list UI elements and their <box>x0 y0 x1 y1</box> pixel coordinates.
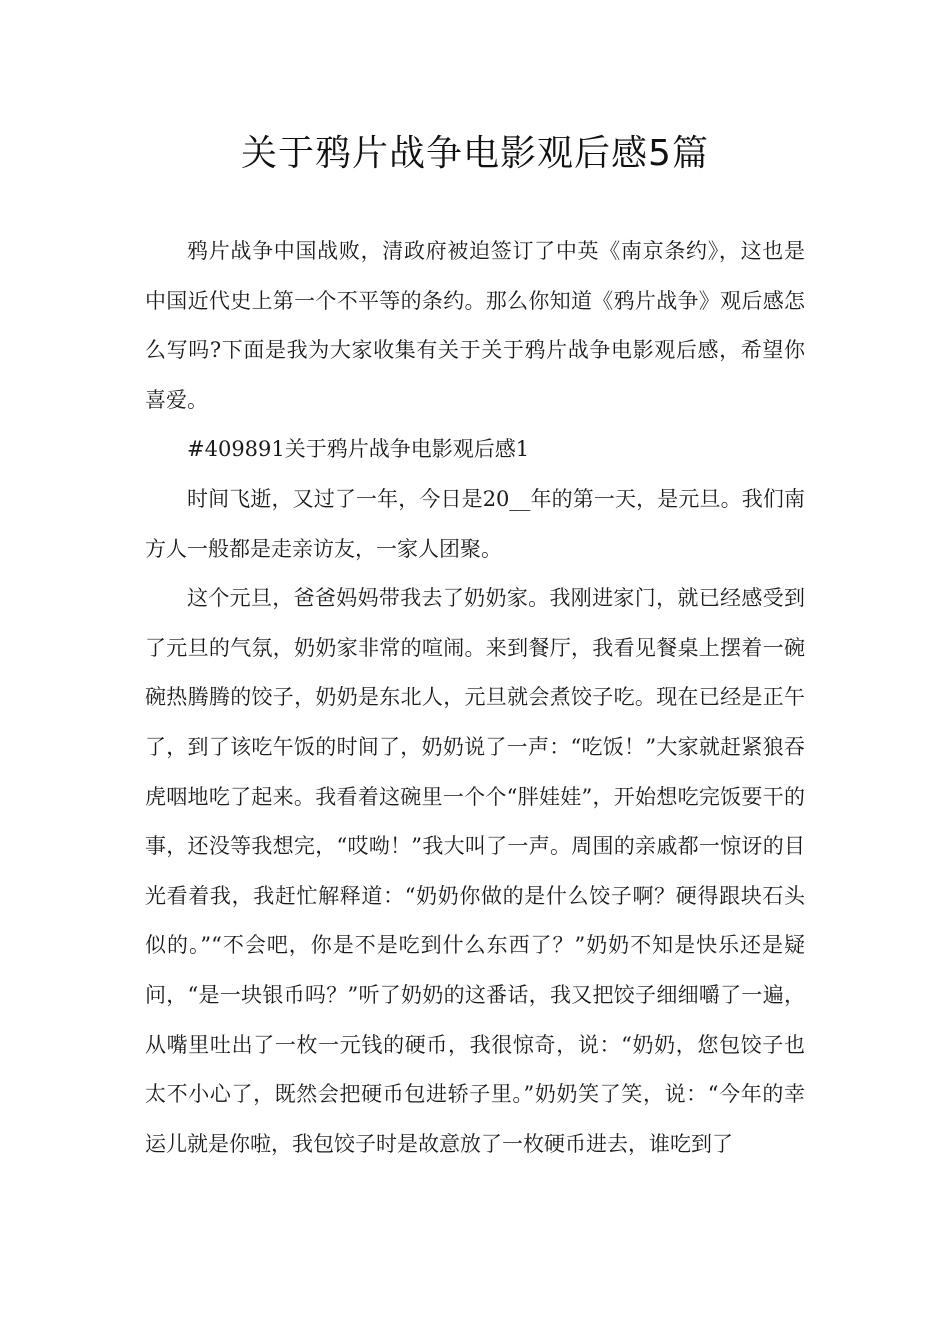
section-heading: #409891关于鸦片战争电影观后感1 <box>187 437 530 462</box>
paragraph: 这个元旦，爸爸妈妈带我去了奶奶家。我刚进家门，就已经感受到了元旦的气氛，奶奶家非常的喧闹。来到餐厅，我看见餐桌上摆着一碗碗热腾腾的饺子，奶奶是东北人，元旦就会煮饺子吃。现在已经是正午了，到了该吃午饭的时间了，奶奶说了一声：“吃饭！”大家就赶紧狼吞虎咽地吃了起来。我看着这碗里一个个“胖娃娃”，开始想吃完饭要干的事，还没等我想完，“哎呦！”我大叫了一声。周围的亲戚都一惊讶的目光看着我，我赶忙解释道：“奶奶你做的是什么饺子啊？硬得跟块石头似的。”“不会吧，你是不是吃到什么东西了？”奶奶不知是快乐还是疑问，“是一块银币吗？”听了奶奶的这番话，我又把饺子细细嚼了一遍，从嘴里吐出了一枚一元钱的硬币，我很惊奇，说：“奶奶，您包饺子也太不小心了，既然会把硬币包进轿子里。”奶奶笑了笑，说：“今年的幸运儿就是你啦，我包饺子时是故意放了一枚硬币进去，谁吃到了 <box>145 586 805 1156</box>
paragraph-intro: 鸦片战争中国战败，清政府被迫签订了中英《南京条约》，这也是中国近代史上第一个不平等的条约。那么你知道《鸦片战争》观后感怎么写吗?下面是我为大家收集有关于关于鸦片战争电影观后感，希望你喜爱。 <box>145 239 805 412</box>
document-body <box>145 227 805 1169</box>
document-title: 关于鸦片战争电影观后感5篇 <box>241 133 709 174</box>
paragraph: 时间飞逝，又过了一年，今日是20__年的第一天，是元旦。我们南方人一般都是走亲访友，一家人团聚。 <box>145 486 805 561</box>
